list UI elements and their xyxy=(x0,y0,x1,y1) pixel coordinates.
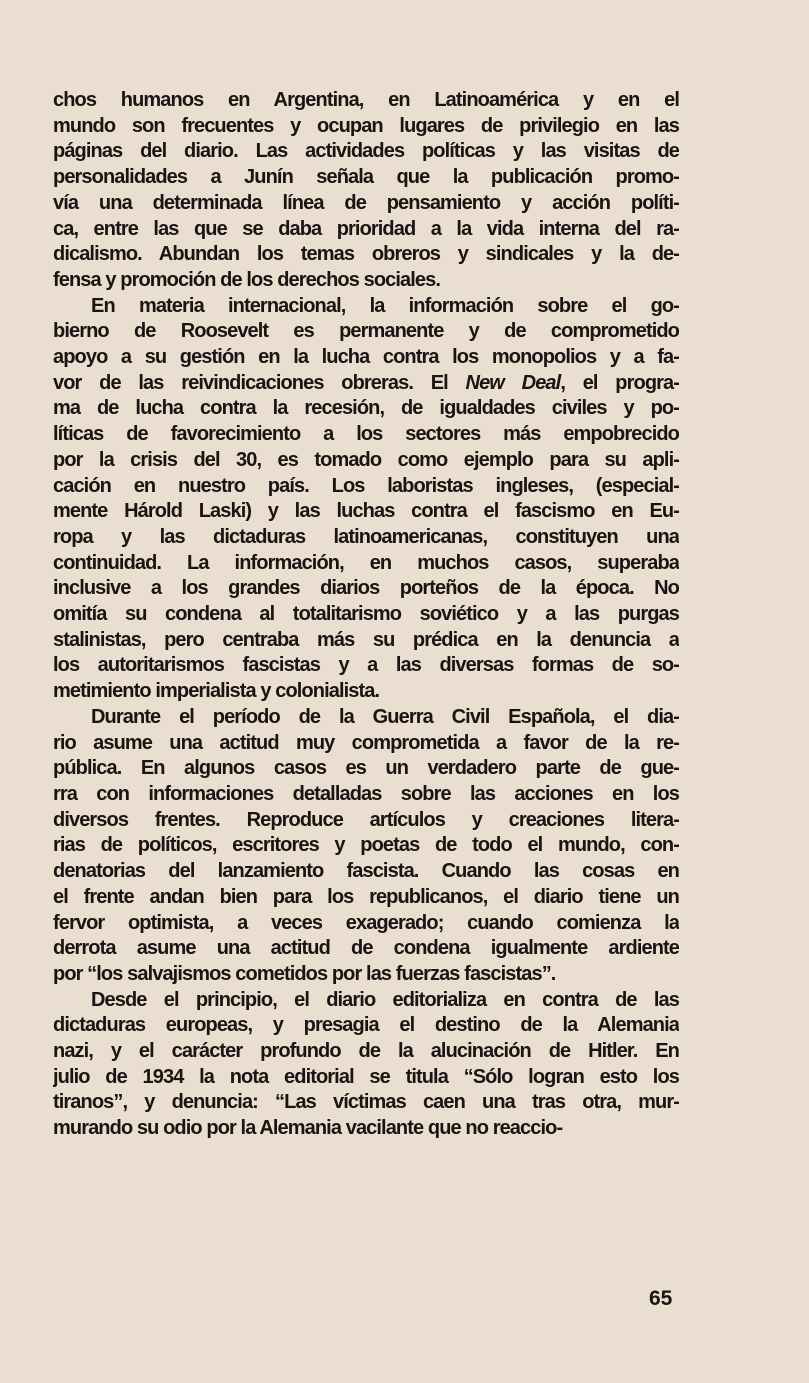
text-line: cación en nuestro país. Los laboristas ingleses, (especial- xyxy=(53,474,679,497)
text-line: rias de políticos, escritores y poetas de todo el mundo, con- xyxy=(53,834,679,857)
text-line: continuidad. La información, en muchos casos, superaba xyxy=(53,551,679,574)
text-line: derrota asume una actitud de condena igualmente ardiente xyxy=(53,937,679,960)
text-line: vor de las reivindicaciones obreras. El New Deal, el progra- xyxy=(53,371,679,394)
text-line: por la crisis del 30, es tomado como ejemplo para su apli- xyxy=(53,448,679,471)
text-line: ca, entre las que se daba prioridad a la vida interna del ra- xyxy=(53,217,679,240)
text-line: vía una determinada línea de pensamiento y acción políti- xyxy=(53,191,679,214)
text-line: ropa y las dictaduras latinoamericanas, constituyen una xyxy=(53,525,679,548)
text-line: En materia internacional, la información sobre el go- xyxy=(91,294,679,317)
text-line: pública. En algunos casos es un verdadero parte de gue- xyxy=(53,757,679,780)
text-line: Desde el principio, el diario editorializa en contra de las xyxy=(91,988,679,1011)
text-line: inclusive a los grandes diarios porteños de la época. No xyxy=(53,577,679,600)
text-line: denatorias del lanzamiento fascista. Cuando las cosas en xyxy=(53,860,679,883)
text-line: por “los salvajismos cometidos por las fuerzas fascistas”. xyxy=(53,962,556,985)
text-line: omitía su condena al totalitarismo soviético y a las purgas xyxy=(53,603,679,626)
text-line: chos humanos en Argentina, en Latinoamérica y en el xyxy=(53,89,679,111)
text-line: dictaduras europeas, y presagia el destino de la Alemania xyxy=(53,1014,679,1037)
page-number xyxy=(649,1287,672,1311)
text-line: bierno de Roosevelt es permanente y de comprometido xyxy=(53,320,679,343)
text-line: mundo son frecuentes y ocupan lugares de privilegio en las xyxy=(53,114,679,137)
body-text xyxy=(53,88,679,1142)
text-line: líticas de favorecimiento a los sectores más empobrecido xyxy=(53,423,679,446)
paragraph xyxy=(53,294,679,705)
paragraph xyxy=(53,88,679,294)
page-number-label: 65 xyxy=(649,1287,673,1310)
text-line: tiranos”, y denuncia: “Las víctimas caen una tras otra, mur- xyxy=(53,1091,679,1114)
text-line: fensa y promoción de los derechos sociales. xyxy=(53,268,441,291)
text-line: los autoritarismos fascistas y a las diversas formas de so- xyxy=(53,654,679,677)
text-line: dicalismo. Abundan los temas obreros y sindicales y la de- xyxy=(53,243,679,266)
text-line: diversos frentes. Reproduce artículos y creaciones litera- xyxy=(53,808,679,831)
text-line: rra con informaciones detalladas sobre las acciones en los xyxy=(53,782,679,805)
text-line: el frente andan bien para los republicanos, el diario tiene un xyxy=(53,885,679,908)
text-line: murando su odio por la Alemania vacilante que no reaccio- xyxy=(53,1117,563,1140)
text-line: páginas del diario. Las actividades políticas y las visitas de xyxy=(53,140,679,163)
text-line: apoyo a su gestión en la lucha contra los monopolios y a fa- xyxy=(53,346,679,369)
text-line: metimiento imperialista y colonialista. xyxy=(53,680,380,703)
text-line: ma de lucha contra la recesión, de igualdades civiles y po- xyxy=(53,397,679,420)
text-line: personalidades a Junín señala que la publicación promo- xyxy=(53,166,679,189)
text-line: mente Hárold Laski) y las luchas contra el fascismo en Eu- xyxy=(53,500,679,523)
text-line: stalinistas, pero centraba más su prédica en la denuncia a xyxy=(53,628,679,651)
text-line: nazi, y el carácter profundo de la alucinación de Hitler. En xyxy=(53,1040,679,1063)
text-line: rio asume una actitud muy comprometida a favor de la re- xyxy=(53,731,679,754)
paragraph xyxy=(53,988,679,1142)
text-line: julio de 1934 la nota editorial se titula “Sólo logran esto los xyxy=(53,1065,679,1088)
paragraph xyxy=(53,705,679,988)
text-line: fervor optimista, a veces exagerado; cuando comienza la xyxy=(53,911,679,934)
text-line: Durante el período de la Guerra Civil Española, el dia- xyxy=(91,705,679,728)
